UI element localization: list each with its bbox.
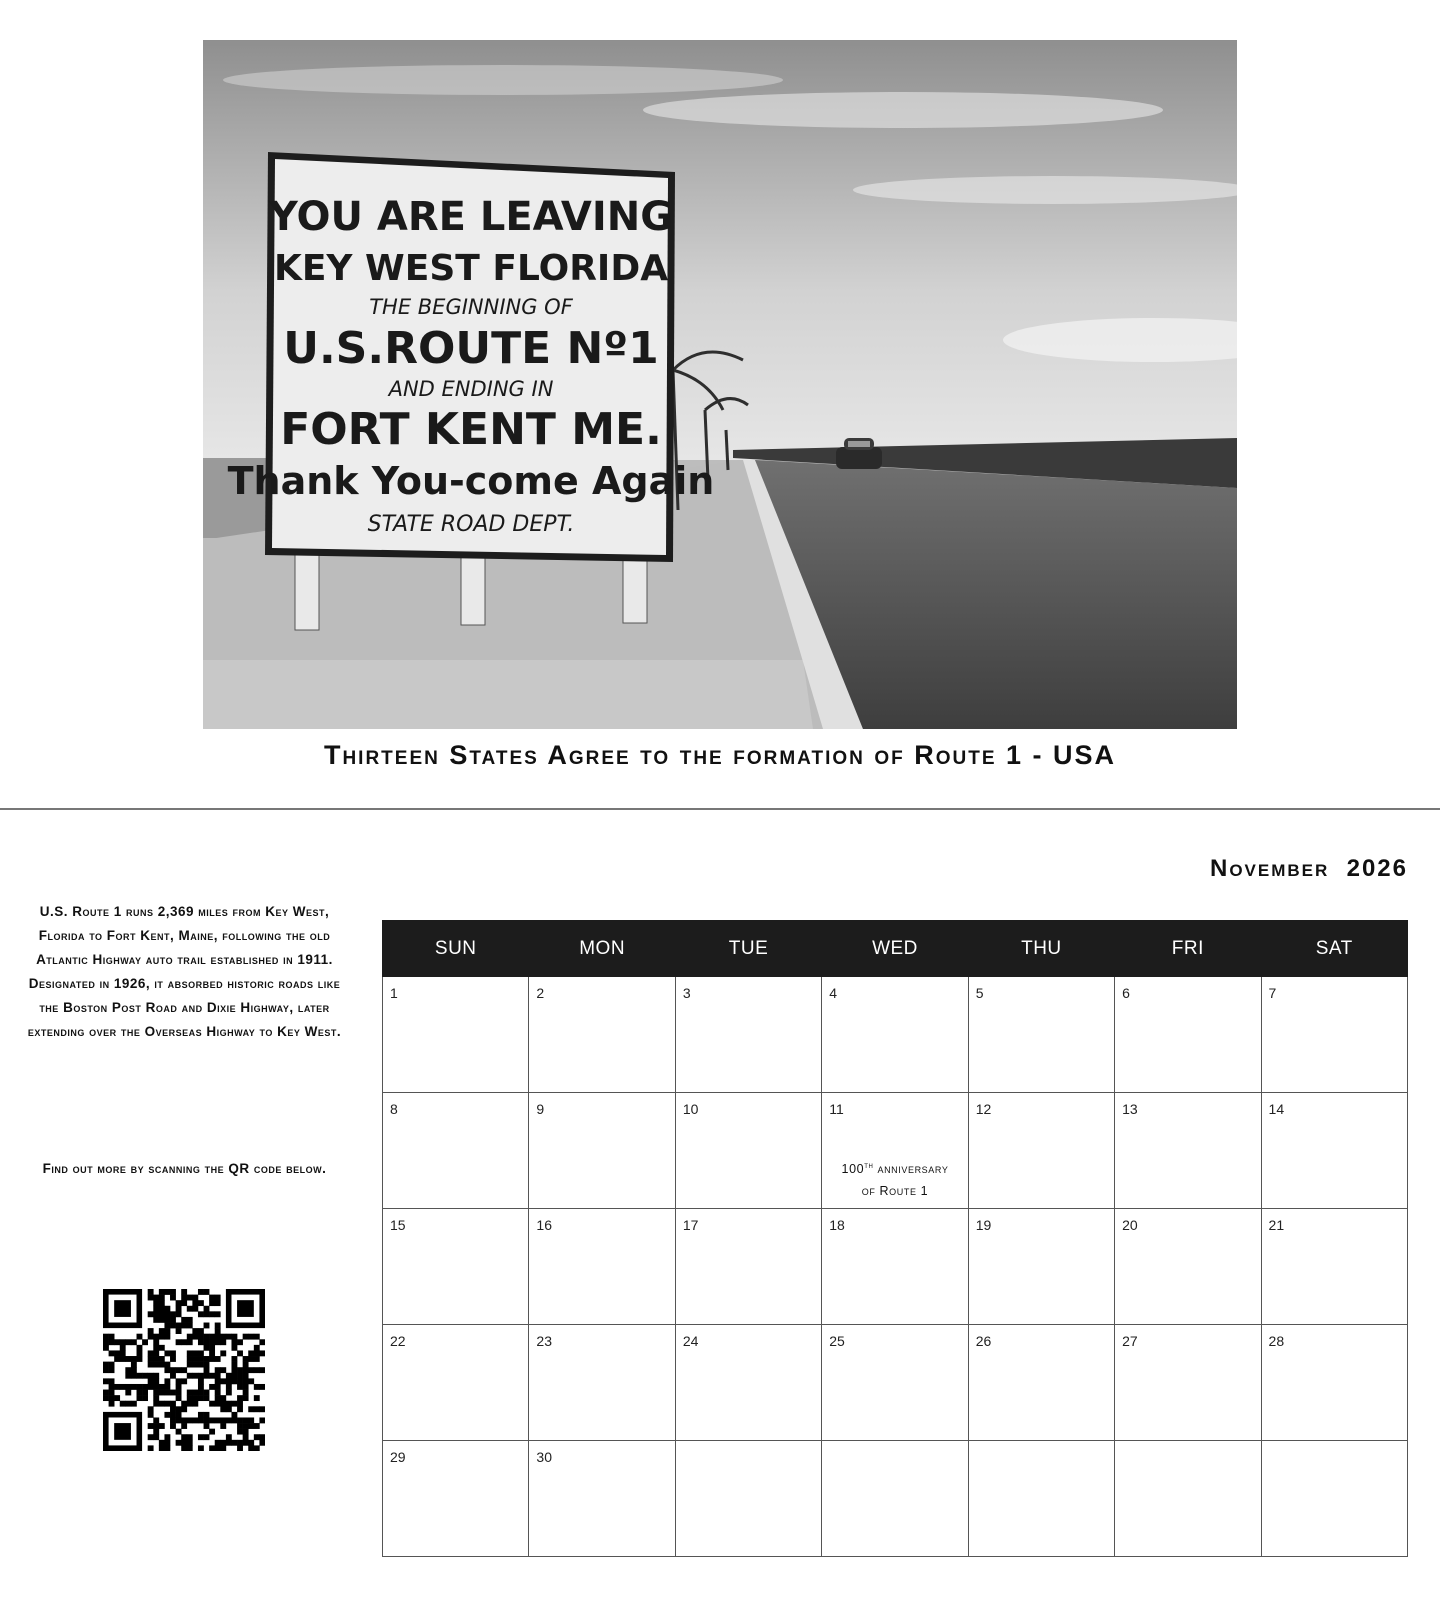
event-line2: of Route 1: [861, 1184, 929, 1198]
weekday-mon: MON: [529, 921, 675, 977]
day-number: 19: [975, 1217, 992, 1233]
calendar-day-cell[interactable]: [822, 1093, 968, 1209]
calendar-day-cell[interactable]: [529, 977, 675, 1093]
calendar-day-cell[interactable]: [529, 1093, 675, 1209]
weekday-tue: TUE: [675, 921, 821, 977]
day-number: 16: [536, 1217, 552, 1233]
route-description: U.S. Route 1 runs 2,369 miles from Key West, Florida to Fort Kent, Maine, following the old Atlantic Highway auto trail established in 1911. Designated in 1926, it absorbed historic roads like the Boston Post Road and Dixie Highway, later extending over the Overseas Highway to Key West.: [27, 904, 342, 1039]
day-number: 6: [1122, 985, 1130, 1001]
sign-line: U.S.ROUTE Nº1: [283, 323, 659, 374]
calendar-day-cell[interactable]: [1115, 1093, 1261, 1209]
day-number: 21: [1268, 1217, 1285, 1233]
day-number: 8: [390, 1101, 398, 1117]
calendar-day-cell[interactable]: [529, 1441, 675, 1557]
day-number: 28: [1268, 1333, 1285, 1349]
calendar-day-cell[interactable]: [675, 977, 821, 1093]
calendar-empty-cell: [822, 1441, 968, 1557]
day-number: 22: [390, 1333, 406, 1349]
calendar-day-cell[interactable]: [675, 1209, 821, 1325]
day-number: 5: [975, 985, 984, 1001]
month-title: November 2026: [1209, 855, 1408, 882]
day-number: 24: [682, 1333, 699, 1349]
calendar-day-cell[interactable]: [529, 1209, 675, 1325]
sign-post: [295, 545, 319, 630]
day-number: 7: [1268, 985, 1277, 1001]
qr-code-graphic: [103, 1289, 265, 1451]
qr-code-icon[interactable]: [103, 1289, 265, 1451]
calendar-week-row: [383, 1441, 1408, 1557]
calendar-day-cell[interactable]: [1261, 1093, 1407, 1209]
calendar-week-row: [383, 1325, 1408, 1441]
page-divider: [0, 808, 1440, 810]
month-calendar: [382, 920, 1408, 1557]
day-number: 27: [1122, 1333, 1138, 1349]
day-number: 30: [536, 1449, 552, 1465]
calendar-day-cell[interactable]: [968, 1093, 1114, 1209]
sign-line: FORT KENT ME.: [280, 404, 662, 455]
calendar-day-cell[interactable]: [1261, 1209, 1407, 1325]
photo-illustration: [203, 40, 1237, 729]
calendar-day-cell[interactable]: [822, 1325, 968, 1441]
calendar-day-cell[interactable]: [383, 977, 529, 1093]
calendar-day-cell[interactable]: [1115, 1209, 1261, 1325]
day-number: 23: [536, 1333, 552, 1349]
calendar-day-cell[interactable]: [675, 1325, 821, 1441]
day-number: 11: [829, 1101, 844, 1117]
calendar-day-cell[interactable]: [383, 1209, 529, 1325]
day-number: 14: [1268, 1101, 1285, 1117]
day-number: 10: [682, 1101, 699, 1117]
qr-finder-pattern: [226, 1289, 265, 1328]
calendar-day-cell[interactable]: [1261, 1325, 1407, 1441]
qr-finder-pattern: [103, 1289, 142, 1328]
qr-finder-pattern: [103, 1412, 142, 1451]
calendar-day-cell[interactable]: [1115, 1325, 1261, 1441]
day-number: 17: [682, 1217, 699, 1233]
calendar-empty-cell: [1261, 1441, 1407, 1557]
day-number: 2: [536, 985, 545, 1001]
calendar-day-cell[interactable]: [968, 1325, 1114, 1441]
weekday-sun: SUN: [383, 921, 529, 977]
day-number: 26: [975, 1333, 992, 1349]
day-number: 18: [829, 1217, 845, 1233]
sign-line: Thank You-come Again: [227, 459, 715, 503]
qr-note: Find out more by scanning the QR code below.: [42, 1161, 327, 1176]
day-number: 29: [390, 1449, 406, 1465]
sign-line: YOU ARE LEAVING: [268, 194, 674, 240]
weekday-fri: FRI: [1115, 921, 1261, 977]
day-number: 9: [536, 1101, 545, 1117]
sign-line: AND ENDING IN: [388, 377, 554, 401]
calendar-empty-cell: [1115, 1441, 1261, 1557]
day-number: 4: [829, 985, 838, 1001]
day-number: 3: [682, 985, 691, 1001]
day-number: 25: [829, 1333, 845, 1349]
calendar-empty-cell: [675, 1441, 821, 1557]
calendar-day-cell[interactable]: [1115, 977, 1261, 1093]
calendar-day-cell[interactable]: [968, 1209, 1114, 1325]
calendar-day-cell[interactable]: [675, 1093, 821, 1209]
calendar-day-cell[interactable]: [383, 1441, 529, 1557]
sign-line: STATE ROAD DEPT.: [367, 512, 575, 537]
calendar-day-cell[interactable]: [1261, 977, 1407, 1093]
photo-caption: Thirteen States Agree to the formation of Route 1 - USA: [323, 740, 1117, 770]
day-number: 1: [390, 985, 398, 1001]
day-number: 15: [390, 1217, 406, 1233]
calendar-day-cell[interactable]: [529, 1325, 675, 1441]
day-number: 13: [1122, 1101, 1138, 1117]
event-anniversary: [822, 1155, 967, 1202]
event-prefix: 100: [841, 1162, 865, 1176]
calendar-day-cell[interactable]: [822, 1209, 968, 1325]
calendar-week-row: [383, 1209, 1408, 1325]
route-1-photo: [203, 40, 1237, 729]
sign-line: KEY WEST FLORIDA: [273, 248, 669, 289]
calendar-day-cell[interactable]: [383, 1325, 529, 1441]
event-superscript: th: [864, 1160, 874, 1170]
weekday-thu: THU: [968, 921, 1114, 977]
event-line1: anniversary: [873, 1162, 949, 1176]
weekday-wed: WED: [822, 921, 968, 977]
sign-line: THE BEGINNING OF: [369, 295, 573, 319]
weekday-header-row: [383, 921, 1408, 977]
calendar-empty-cell: [968, 1441, 1114, 1557]
calendar-week-row: [383, 1093, 1408, 1209]
calendar-day-cell[interactable]: [968, 977, 1114, 1093]
calendar-day-cell[interactable]: [383, 1093, 529, 1209]
calendar-day-cell[interactable]: [822, 977, 968, 1093]
road-sign: [228, 152, 715, 562]
calendar-week-row: [383, 977, 1408, 1093]
day-number: 12: [975, 1101, 992, 1117]
day-number: 20: [1122, 1217, 1138, 1233]
weekday-sat: SAT: [1261, 921, 1407, 977]
